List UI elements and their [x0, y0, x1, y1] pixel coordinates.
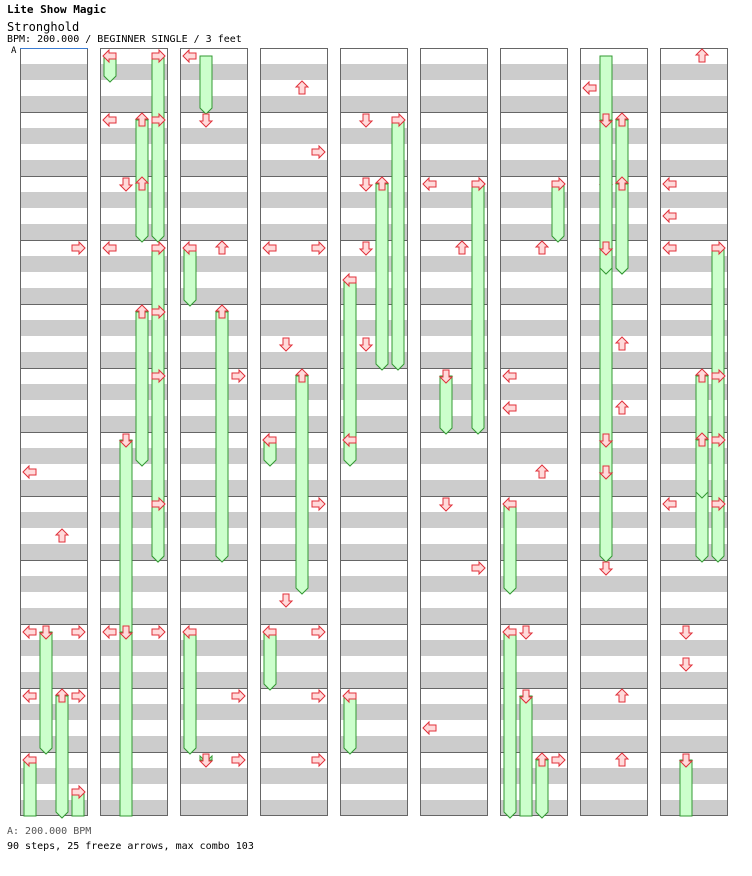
step-left-arrow — [663, 242, 676, 254]
step-down-arrow — [520, 626, 532, 639]
step-left-arrow — [23, 626, 36, 638]
freeze-down-arrow — [440, 376, 452, 434]
beat-stripe — [260, 576, 328, 592]
beat-stripe — [260, 192, 328, 208]
beat-stripe — [180, 512, 248, 528]
beat-stripe — [340, 64, 408, 80]
freeze-up-arrow — [616, 184, 628, 274]
step-right-arrow — [232, 690, 245, 702]
beat-stripe — [500, 320, 568, 336]
freeze-right-arrow — [552, 184, 564, 242]
beat-stripe — [20, 128, 88, 144]
step-left-arrow — [423, 722, 436, 734]
step-down-arrow — [440, 498, 452, 511]
step-left-arrow — [663, 210, 676, 222]
beat-stripe — [20, 256, 88, 272]
beat-stripe — [260, 256, 328, 272]
beat-stripe — [20, 544, 88, 560]
beat-stripe — [20, 480, 88, 496]
beat-stripe — [260, 128, 328, 144]
step-down-arrow — [600, 562, 612, 575]
step-left-arrow — [503, 370, 516, 382]
step-down-arrow — [360, 114, 372, 127]
beat-stripe — [420, 480, 488, 496]
beat-stripe — [340, 96, 408, 112]
beat-stripe — [660, 96, 728, 112]
step-right-arrow — [232, 370, 245, 382]
beat-stripe — [500, 384, 568, 400]
step-down-arrow — [200, 114, 212, 127]
beat-stripe — [20, 576, 88, 592]
step-left-arrow — [583, 82, 596, 94]
beat-stripe — [20, 288, 88, 304]
step-down-arrow — [360, 242, 372, 255]
step-left-arrow — [103, 242, 116, 254]
beat-stripe — [500, 448, 568, 464]
beat-stripe — [580, 768, 648, 784]
beat-stripe — [180, 64, 248, 80]
beat-stripe — [100, 640, 168, 656]
beat-stripe — [500, 160, 568, 176]
beat-stripe — [500, 480, 568, 496]
beat-stripe — [260, 768, 328, 784]
beat-stripe — [260, 384, 328, 400]
freeze-down-arrow — [200, 56, 212, 114]
song-info: BPM: 200.000 / BEGINNER SINGLE / 3 feet — [7, 34, 242, 45]
step-left-arrow — [423, 178, 436, 190]
step-right-arrow — [72, 690, 85, 702]
step-left-arrow — [263, 242, 276, 254]
beat-stripe — [100, 704, 168, 720]
freeze-left-arrow — [184, 248, 196, 306]
beat-stripe — [180, 224, 248, 240]
beat-stripe — [580, 192, 648, 208]
beat-stripe — [20, 608, 88, 624]
step-down-arrow — [360, 178, 372, 191]
beat-stripe — [260, 608, 328, 624]
beat-stripe — [20, 704, 88, 720]
beat-stripe — [100, 608, 168, 624]
beat-stripe — [20, 64, 88, 80]
step-right-arrow — [312, 498, 325, 510]
beat-stripe — [580, 96, 648, 112]
step-down-arrow — [360, 338, 372, 351]
freeze-up-arrow — [696, 440, 708, 498]
beat-stripe — [260, 96, 328, 112]
freeze-head-down-arrow — [200, 754, 212, 767]
beat-stripe — [420, 640, 488, 656]
beat-stripe — [260, 288, 328, 304]
step-left-arrow — [183, 50, 196, 62]
beat-stripe — [260, 800, 328, 816]
beat-stripe — [260, 320, 328, 336]
beat-stripe — [580, 64, 648, 80]
step-right-arrow — [72, 626, 85, 638]
freeze-up-arrow — [216, 312, 228, 562]
bpm-marker-label: A — [11, 46, 17, 56]
beat-stripe — [340, 576, 408, 592]
step-right-arrow — [552, 754, 565, 766]
step-up-arrow — [616, 689, 628, 702]
beat-stripe — [580, 416, 648, 432]
beat-stripe — [660, 800, 728, 816]
beat-stripe — [580, 256, 648, 272]
step-right-arrow — [312, 754, 325, 766]
beat-stripe — [340, 672, 408, 688]
beat-stripe — [260, 352, 328, 368]
beat-stripe — [420, 736, 488, 752]
beat-stripe — [660, 192, 728, 208]
beat-stripe — [20, 352, 88, 368]
beat-stripe — [420, 608, 488, 624]
freeze-right-arrow — [152, 56, 164, 242]
beat-stripe — [20, 320, 88, 336]
step-right-arrow — [312, 626, 325, 638]
step-left-arrow — [23, 690, 36, 702]
beat-stripe — [180, 320, 248, 336]
beat-stripe — [660, 224, 728, 240]
beat-stripe — [260, 224, 328, 240]
step-up-arrow — [696, 49, 708, 62]
beat-stripe — [20, 416, 88, 432]
beat-stripe — [420, 64, 488, 80]
freeze-up-arrow — [136, 312, 148, 466]
beat-stripe — [580, 512, 648, 528]
freeze-left-arrow — [24, 760, 36, 816]
beat-stripe — [660, 768, 728, 784]
freeze-right-arrow — [72, 792, 84, 816]
beat-stripe — [500, 96, 568, 112]
beat-stripe — [100, 800, 168, 816]
freeze-left-arrow — [104, 56, 116, 82]
step-up-arrow — [616, 753, 628, 766]
beat-stripe — [660, 64, 728, 80]
beat-stripe — [420, 160, 488, 176]
freeze-left-arrow — [344, 696, 356, 754]
step-up-arrow — [616, 337, 628, 350]
beat-stripe — [660, 128, 728, 144]
beat-stripe — [420, 800, 488, 816]
beat-stripe — [660, 704, 728, 720]
step-left-arrow — [103, 626, 116, 638]
beat-stripe — [100, 672, 168, 688]
freeze-down-arrow — [520, 696, 532, 816]
freeze-right-arrow — [152, 376, 164, 562]
step-left-arrow — [23, 466, 36, 478]
beat-stripe — [20, 448, 88, 464]
beat-stripe — [500, 128, 568, 144]
beat-stripe — [660, 672, 728, 688]
beat-stripe — [420, 128, 488, 144]
beat-stripe — [580, 576, 648, 592]
beat-stripe — [20, 512, 88, 528]
beat-stripe — [260, 544, 328, 560]
beat-stripe — [20, 640, 88, 656]
freeze-left-arrow — [264, 632, 276, 690]
beat-stripe — [420, 448, 488, 464]
beat-stripe — [180, 128, 248, 144]
bpm-marker-line — [20, 48, 88, 49]
step-up-arrow — [296, 81, 308, 94]
beat-stripe — [580, 608, 648, 624]
beat-stripe — [580, 640, 648, 656]
beat-stripe — [660, 736, 728, 752]
step-down-arrow — [280, 338, 292, 351]
beat-stripe — [580, 384, 648, 400]
freeze-up-arrow — [296, 376, 308, 594]
page-title: Lite Show Magic — [7, 3, 107, 16]
step-left-arrow — [103, 114, 116, 126]
freeze-right-arrow — [472, 184, 484, 434]
beat-stripe — [580, 288, 648, 304]
beat-stripe — [180, 544, 248, 560]
step-up-arrow — [536, 465, 548, 478]
beat-stripe — [180, 192, 248, 208]
beat-stripe — [500, 64, 568, 80]
freeze-up-arrow — [56, 696, 68, 818]
beat-stripe — [180, 96, 248, 112]
freeze-left-arrow — [264, 440, 276, 466]
beat-stripe — [100, 576, 168, 592]
beat-stripe — [580, 704, 648, 720]
step-right-arrow — [152, 626, 165, 638]
beat-stripe — [180, 352, 248, 368]
step-left-arrow — [663, 498, 676, 510]
step-up-arrow — [616, 401, 628, 414]
freeze-down-arrow — [680, 760, 692, 816]
beat-stripe — [420, 672, 488, 688]
beat-stripe — [260, 416, 328, 432]
step-down-arrow — [280, 594, 292, 607]
step-up-arrow — [536, 241, 548, 254]
beat-stripe — [260, 480, 328, 496]
beat-stripe — [180, 480, 248, 496]
beat-stripe — [660, 608, 728, 624]
freeze-right-arrow — [392, 120, 404, 370]
beat-stripe — [420, 544, 488, 560]
beat-stripe — [340, 800, 408, 816]
step-up-arrow — [456, 241, 468, 254]
beat-stripe — [660, 640, 728, 656]
beat-stripe — [20, 96, 88, 112]
step-up-arrow — [56, 529, 68, 542]
beat-stripe — [420, 512, 488, 528]
beat-stripe — [260, 736, 328, 752]
beat-stripe — [500, 416, 568, 432]
beat-stripe — [340, 608, 408, 624]
beat-stripe — [420, 704, 488, 720]
beat-stripe — [420, 768, 488, 784]
beat-stripe — [500, 608, 568, 624]
beat-stripe — [180, 416, 248, 432]
beat-stripe — [660, 576, 728, 592]
beat-stripe — [20, 384, 88, 400]
freeze-left-arrow — [184, 632, 196, 754]
beat-stripe — [580, 800, 648, 816]
beat-stripe — [420, 576, 488, 592]
beat-stripe — [260, 512, 328, 528]
freeze-down-arrow — [40, 632, 52, 754]
beat-stripe — [580, 224, 648, 240]
beat-stripe — [580, 736, 648, 752]
beat-stripe — [500, 288, 568, 304]
beat-stripe — [260, 64, 328, 80]
beat-stripe — [20, 672, 88, 688]
freeze-right-arrow — [712, 248, 724, 562]
beat-stripe — [500, 256, 568, 272]
step-down-arrow — [680, 658, 692, 671]
beat-stripe — [580, 448, 648, 464]
beat-stripe — [660, 160, 728, 176]
beat-stripe — [20, 192, 88, 208]
beat-stripe — [20, 736, 88, 752]
song-name: Stronghold — [7, 20, 80, 34]
freeze-up-arrow — [376, 184, 388, 370]
step-up-arrow — [216, 241, 228, 254]
step-right-arrow — [312, 146, 325, 158]
beat-stripe — [180, 608, 248, 624]
beat-stripe — [180, 384, 248, 400]
freeze-left-arrow — [504, 504, 516, 594]
beat-stripe — [100, 736, 168, 752]
step-left-arrow — [663, 178, 676, 190]
beat-stripe — [580, 544, 648, 560]
beat-stripe — [340, 480, 408, 496]
step-left-arrow — [503, 402, 516, 414]
beat-stripe — [340, 544, 408, 560]
footer-bpm: A: 200.000 BPM — [7, 826, 92, 837]
beat-stripe — [580, 352, 648, 368]
step-right-arrow — [312, 690, 325, 702]
step-down-arrow — [680, 626, 692, 639]
beat-stripe — [100, 768, 168, 784]
step-right-arrow — [72, 242, 85, 254]
step-right-arrow — [312, 242, 325, 254]
beat-stripe — [500, 352, 568, 368]
step-right-arrow — [472, 562, 485, 574]
step-right-arrow — [232, 754, 245, 766]
freeze-left-arrow — [504, 632, 516, 818]
beat-stripe — [180, 160, 248, 176]
footer-stats: 90 steps, 25 freeze arrows, max combo 103 — [7, 841, 254, 852]
beat-stripe — [180, 576, 248, 592]
beat-stripe — [180, 800, 248, 816]
beat-stripe — [420, 96, 488, 112]
beat-stripe — [260, 160, 328, 176]
beat-stripe — [580, 128, 648, 144]
beat-stripe — [20, 160, 88, 176]
beat-stripe — [260, 704, 328, 720]
beat-stripe — [580, 160, 648, 176]
beat-stripe — [180, 448, 248, 464]
freeze-down-arrow — [120, 632, 132, 816]
freeze-up-arrow — [536, 760, 548, 818]
beat-stripe — [580, 672, 648, 688]
beat-stripe — [20, 224, 88, 240]
beat-stripe — [180, 768, 248, 784]
beat-stripe — [340, 640, 408, 656]
beat-stripe — [340, 512, 408, 528]
beat-stripe — [340, 768, 408, 784]
step-down-arrow — [120, 178, 132, 191]
beat-stripe — [580, 480, 648, 496]
beat-stripe — [580, 320, 648, 336]
